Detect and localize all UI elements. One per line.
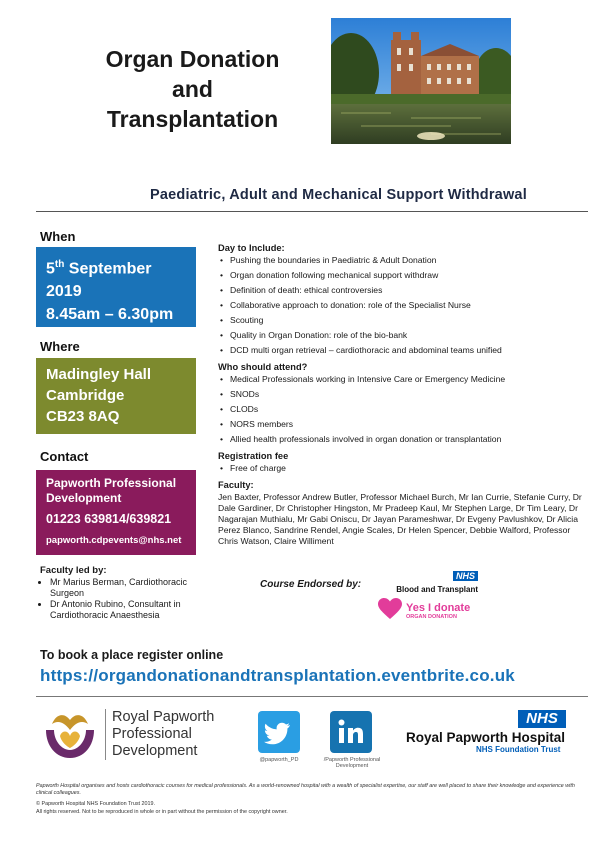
venue-city: Cambridge	[46, 387, 125, 404]
rpd-line-3: Development	[112, 743, 198, 759]
list-item: • Definition of death: ethical controversies	[230, 285, 588, 296]
day-include-list	[218, 255, 588, 356]
title-line-1: Organ Donation	[105, 46, 280, 72]
event-time: 8.45am – 6.30pm	[46, 306, 174, 324]
divider	[36, 211, 588, 212]
subtitle: Paediatric, Adult and Mechanical Support Withdrawal	[150, 187, 527, 203]
contact-email[interactable]: papworth.cdpevents@nhs.net	[46, 535, 182, 546]
list-item: • Collaborative approach to donation: role of the Specialist Nurse	[230, 300, 588, 311]
contact-org-line-1: Papworth Professional	[46, 476, 177, 490]
twitter-handle[interactable]: @papworth_PD	[259, 757, 299, 763]
madingley-hall-photo	[331, 18, 511, 144]
endorsed-label: Course Endorsed by:	[260, 579, 362, 590]
blurb: Papworth Hospital organises and hosts cardiothoracic courses for medical professionals. As a world-renowned hospital with a wealth of specialist expertise, our staff are well placed to share their knowledge and experience with clinical colleagues.	[36, 783, 575, 796]
list-item: • SNODs	[230, 389, 588, 400]
nhs-badge: NHS	[453, 571, 478, 581]
programme-details	[218, 243, 588, 547]
where-box	[36, 358, 196, 434]
linkedin-icon[interactable]	[330, 711, 372, 753]
booking-heading: To book a place register online	[40, 648, 224, 662]
rights: All rights reserved. Not to be reproduced in whole or in part without the permission of the copyright owner.	[36, 809, 288, 815]
who-heading: Who should attend?	[218, 362, 308, 372]
list-item: • DCD multi organ retrieval – cardiothoracic and abdominal teams unified	[230, 345, 588, 356]
list-item: • Pushing the boundaries in Paediatric & Adult Donation	[230, 255, 588, 266]
nhsbt-org: Blood and Transplant	[396, 585, 478, 594]
contact-phone[interactable]: 01223 639814/639821	[46, 512, 172, 526]
list-item: • Organ donation following mechanical support withdraw	[230, 270, 588, 281]
rpd-line-2: Professional	[112, 726, 192, 742]
contact-heading: Contact	[40, 449, 89, 464]
copyright: © Papworth Hospital NHS Foundation Trust 2019.	[36, 801, 156, 807]
nhsbt-logo	[378, 566, 478, 625]
nhs-logo: NHS	[518, 710, 566, 728]
when-box	[36, 247, 196, 327]
page-title	[70, 44, 315, 134]
event-date: 5th September	[46, 259, 152, 278]
rpd-name	[105, 709, 214, 760]
contact-box	[36, 470, 196, 555]
organ-donation-label: ORGAN DONATION	[406, 614, 457, 620]
title-line-2: and	[172, 76, 213, 102]
footer-divider	[36, 696, 588, 697]
venue-postcode: CB23 8AQ	[46, 408, 120, 425]
where-heading: Where	[40, 339, 80, 354]
when-heading: When	[40, 229, 76, 244]
list-item: • CLODs	[230, 404, 588, 415]
twitter-icon[interactable]	[258, 711, 300, 753]
booking-link[interactable]: https://organdonationandtransplantation.eventbrite.co.uk	[40, 666, 515, 685]
linkedin-label[interactable]: /Papworth Professional Development	[323, 757, 381, 769]
rpd-line-1: Royal Papworth	[112, 709, 215, 725]
yes-i-donate: Yes I donate	[406, 602, 471, 614]
list-item: • NORS members	[230, 419, 588, 430]
fee-list	[218, 463, 588, 474]
faculty-list: Jen Baxter, Professor Andrew Butler, Professor Michael Burch, Mr Ian Currie, Stefanie Curry, Dr Dale Gardiner, Dr Christopher Hingston, Mr Pradeep Kaul, Mr Stephen Large, Dr Tim Leary, Dr Nagarajan Muthialu, Mr Gabi Oniscu, Dr Jayan Parameshwar, Dr Evgeny Pavlushkov, Dr Alicia Perez Blanco, Sandrine Rendel, Angie Scales, Dr Helen Spencer, Debbie Walford, Professor Chris Watson, Claire Williment	[218, 492, 582, 546]
faculty-led-item: • Mr Marius Berman, Cardiothoracic Surgeon	[50, 577, 210, 599]
faculty-led-heading: Faculty led by:	[40, 565, 107, 576]
list-item: • Free of charge	[230, 463, 588, 474]
faculty-heading: Faculty:	[218, 480, 254, 490]
fee-heading: Registration fee	[218, 451, 289, 461]
faculty-led-section	[40, 565, 210, 621]
trust-name: NHS Foundation Trust	[476, 745, 561, 754]
hands-logo-icon	[42, 710, 98, 765]
day-include-heading: Day to Include:	[218, 243, 285, 253]
list-item: • Quality in Organ Donation: role of the bio-bank	[230, 330, 588, 341]
title-line-3: Transplantation	[106, 106, 279, 132]
who-list	[218, 374, 588, 445]
contact-org-line-2: Development	[46, 491, 122, 505]
faculty-led-item: • Dr Antonio Rubino, Consultant in Cardiothoracic Anaesthesia	[50, 599, 210, 621]
venue-name: Madingley Hall	[46, 366, 152, 383]
event-year: 2019	[46, 283, 82, 301]
hospital-name: Royal Papworth Hospital	[406, 730, 566, 745]
list-item: • Scouting	[230, 315, 588, 326]
list-item: • Medical Professionals working in Intensive Care or Emergency Medicine	[230, 374, 588, 385]
heart-icon	[378, 598, 402, 625]
list-item: • Allied health professionals involved in organ donation or transplantation	[230, 434, 588, 445]
